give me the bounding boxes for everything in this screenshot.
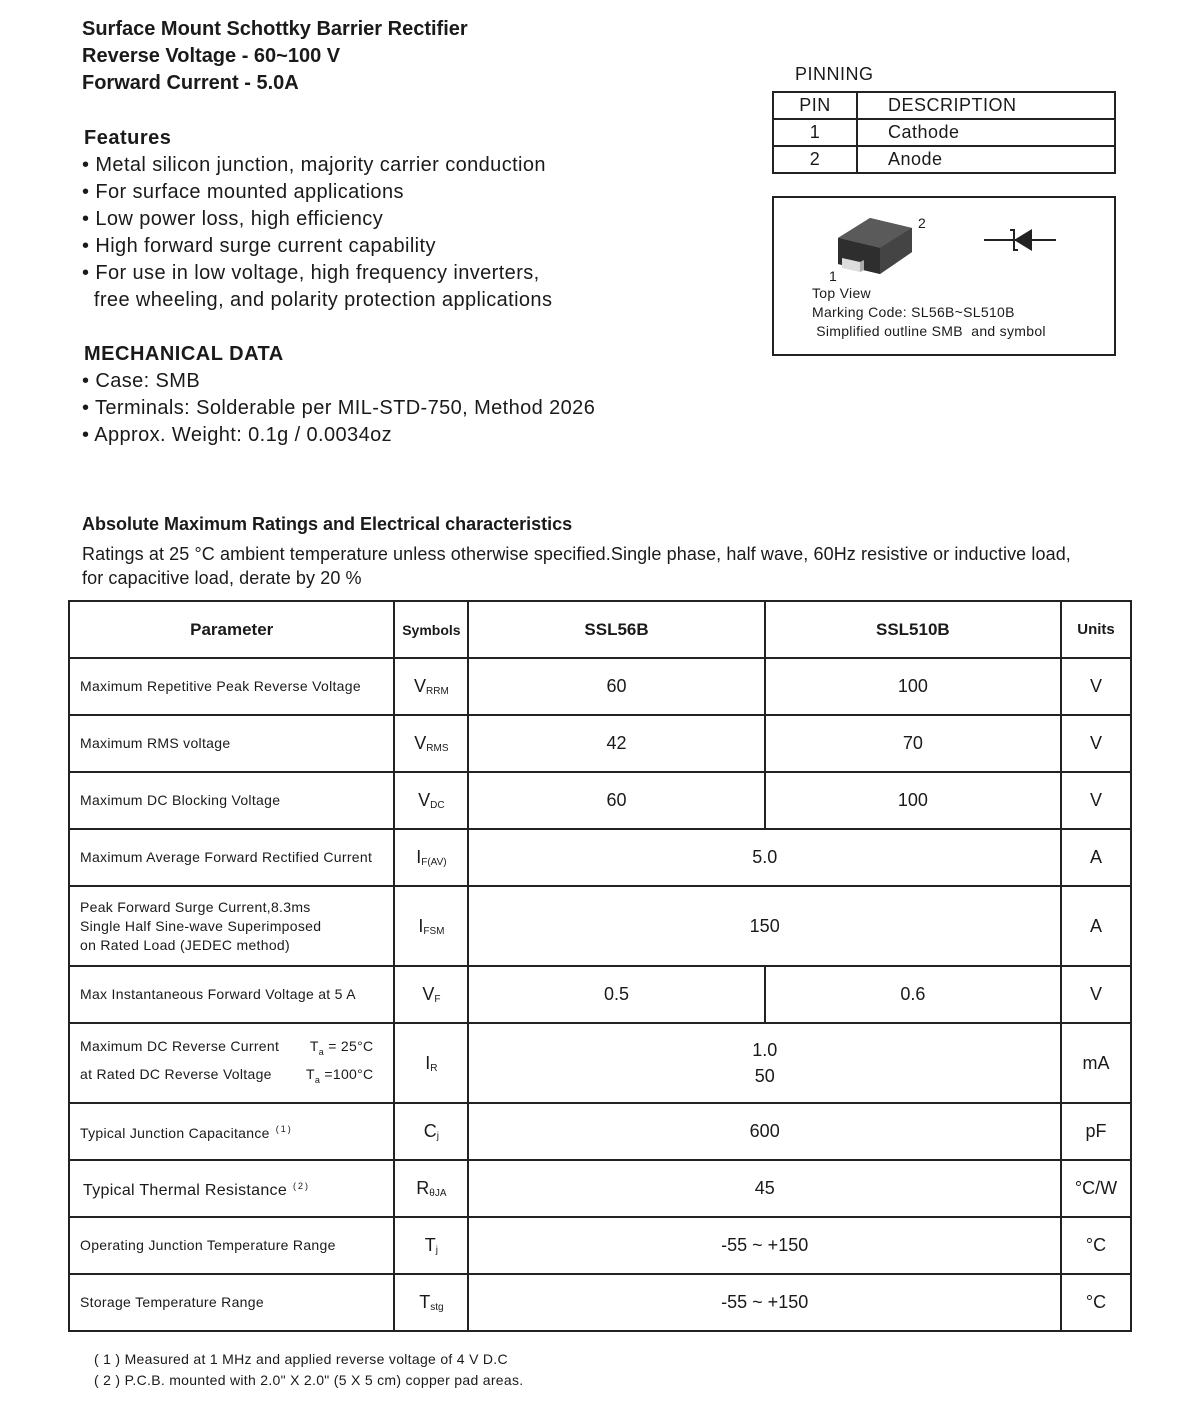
ta-letter: T (309, 1037, 319, 1054)
product-header (82, 16, 468, 97)
unit-cell: V (1061, 658, 1131, 715)
table-row (69, 715, 1131, 772)
symbol-subscript: F(AV) (421, 857, 447, 868)
parameter-cell: Max Instantaneous Forward Voltage at 5 A (69, 966, 394, 1023)
value-line: 50 (754, 1066, 775, 1086)
list-item: • Terminals: Solderable per MIL-STD-750, Method 2026 (82, 397, 596, 419)
footnote: ( 2 ) P.C.B. mounted with 2.0" X 2.0" (5 X 5 cm) copper pad areas. (94, 1372, 524, 1388)
symbol-cell (394, 1274, 468, 1331)
unit-cell: V (1061, 772, 1131, 829)
ratings-title: Absolute Maximum Ratings and Electrical characteristics (82, 514, 573, 534)
parameter-line: Single Half Sine-wave Superimposed (80, 917, 322, 934)
parameter-text: Typical Junction Capacitance (80, 1125, 270, 1141)
list-item: free wheeling, and polarity protection applications (82, 289, 553, 311)
pin-header: PIN (773, 92, 857, 119)
value-cell: 60 (468, 658, 764, 715)
symbol-letter: I (418, 915, 424, 936)
symbol-subscript: FSM (423, 925, 445, 937)
forward-current-spec: Forward Current - 5.0A (82, 72, 299, 94)
table-row (69, 1217, 1131, 1274)
parameter-line (80, 1037, 393, 1062)
symbol-subscript: RRM (426, 686, 449, 697)
symbol-subscript: R (430, 1062, 438, 1074)
reverse-voltage-spec: Reverse Voltage - 60~100 V (82, 45, 341, 67)
unit-cell: A (1061, 829, 1131, 886)
table-row (69, 1274, 1131, 1331)
ta-value: =100°C (320, 1065, 374, 1082)
parameter-cell (69, 1103, 394, 1160)
parameter-text: Typical Thermal Resistance (83, 1182, 288, 1199)
value-cell: 100 (765, 772, 1061, 829)
parameter-cell (69, 1023, 394, 1103)
ta-letter: T (306, 1065, 315, 1082)
temperature-condition (306, 1065, 373, 1090)
table-row (773, 92, 1115, 119)
temperature-condition (310, 1037, 374, 1062)
symbol-subscript: stg (430, 1302, 444, 1313)
pinning-title: PINNING (795, 64, 874, 84)
symbol-subscript: F (434, 994, 441, 1005)
value-line: 1.0 (752, 1040, 778, 1060)
table-row (69, 966, 1131, 1023)
ta-subscript: a (314, 1074, 321, 1085)
parameter-line: on Rated Load (JEDEC method) (80, 936, 290, 953)
list-item: • High forward surge current capability (82, 235, 436, 257)
value-cell: -55 ~ +150 (468, 1274, 1061, 1331)
product-title: Surface Mount Schottky Barrier Rectifier (82, 18, 468, 40)
symbol-letter: I (416, 847, 422, 867)
parameter-cell: Maximum Average Forward Rectified Current (69, 829, 394, 886)
symbol-letter: C (423, 1121, 437, 1141)
ssl510b-header: SSL510B (765, 601, 1061, 658)
features-title: Features (84, 127, 172, 149)
value-cell: 5.0 (468, 829, 1061, 886)
symbol-letter: T (419, 1292, 431, 1312)
parameter-cell: Maximum DC Blocking Voltage (69, 772, 394, 829)
table-row (773, 119, 1115, 146)
symbol-letter: I (425, 1052, 431, 1073)
parameter-line (80, 1065, 393, 1090)
table-header-row (69, 601, 1131, 658)
symbol-letter: R (416, 1178, 430, 1198)
ratings-subtitle-line: for capacitive load, derate by 20 % (82, 568, 362, 588)
symbol-cell (394, 966, 468, 1023)
unit-cell: V (1061, 966, 1131, 1023)
value-cell: 100 (765, 658, 1061, 715)
footnote-ref: (2) (293, 1181, 311, 1191)
list-item: • For surface mounted applications (82, 181, 404, 203)
value-cell: 42 (468, 715, 764, 772)
unit-cell: mA (1061, 1023, 1131, 1103)
mechanical-title: MECHANICAL DATA (84, 343, 284, 365)
mechanical-list (82, 368, 595, 449)
symbol-subscript: j (435, 1245, 439, 1256)
ta-value: = 25°C (324, 1037, 374, 1054)
symbol-letter: V (414, 733, 427, 753)
pin-description: Cathode (857, 119, 1115, 146)
symbol-cell (394, 1160, 468, 1217)
ratings-table (68, 600, 1132, 1332)
symbol-letter: V (414, 676, 427, 696)
pin-number: 1 (773, 119, 857, 146)
symbol-cell (394, 886, 468, 966)
symbol-letter: V (422, 984, 435, 1004)
table-row (69, 658, 1131, 715)
list-item: • Case: SMB (82, 370, 201, 392)
parameter-cell (69, 1160, 394, 1217)
top-view-label: Top View (812, 285, 871, 301)
value-cell: 70 (765, 715, 1061, 772)
units-header: Units (1061, 601, 1131, 658)
ssl56b-header: SSL56B (468, 601, 764, 658)
pinning-table (772, 91, 1116, 174)
list-item: • Low power loss, high efficiency (82, 208, 384, 230)
table-row (69, 886, 1131, 966)
footnote-ref: (1) (275, 1124, 293, 1134)
symbol-subscript: j (436, 1131, 440, 1142)
symbol-cell (394, 1103, 468, 1160)
list-item: • Approx. Weight: 0.1g / 0.0034oz (82, 424, 393, 446)
symbol-cell (394, 715, 468, 772)
diode-symbol-icon (984, 226, 1056, 254)
symbol-letter: V (418, 790, 431, 810)
symbol-cell (394, 1023, 468, 1103)
footnote: ( 1 ) Measured at 1 MHz and applied reverse voltage of 4 V D.C (94, 1351, 508, 1367)
parameter-cell: Storage Temperature Range (69, 1274, 394, 1331)
parameter-text: Maximum DC Reverse Current (80, 1037, 280, 1054)
list-item: • Metal silicon junction, majority carrier conduction (82, 154, 546, 176)
unit-cell: pF (1061, 1103, 1131, 1160)
pin-description: Anode (857, 146, 1115, 173)
symbols-header: Symbols (394, 601, 468, 658)
unit-cell: °C (1061, 1217, 1131, 1274)
pin-number: 2 (773, 146, 857, 173)
value-cell: 45 (468, 1160, 1061, 1217)
value-cell: 600 (468, 1103, 1061, 1160)
unit-cell: °C/W (1061, 1160, 1131, 1217)
table-row (69, 772, 1131, 829)
symbol-cell (394, 658, 468, 715)
parameter-cell (69, 886, 394, 966)
unit-cell: °C (1061, 1274, 1131, 1331)
table-row (773, 146, 1115, 173)
smb-package-icon (830, 208, 920, 278)
parameter-line: Peak Forward Surge Current,8.3ms (80, 898, 311, 915)
pin1-label: 1 (829, 268, 838, 284)
outline-caption: Simplified outline SMB and symbol (812, 323, 1046, 339)
symbol-cell (394, 829, 468, 886)
value-cell: -55 ~ +150 (468, 1217, 1061, 1274)
features-list (82, 152, 552, 314)
symbol-subscript: θJA (429, 1188, 447, 1199)
unit-cell: V (1061, 715, 1131, 772)
value-cell: 0.6 (765, 966, 1061, 1023)
unit-cell: A (1061, 886, 1131, 966)
parameter-header: Parameter (69, 601, 394, 658)
marking-code: Marking Code: SL56B~SL510B (812, 304, 1015, 320)
table-row (69, 1103, 1131, 1160)
value-cell: 0.5 (468, 966, 764, 1023)
list-item: • For use in low voltage, high frequency inverters, (82, 262, 540, 284)
value-cell: 60 (468, 772, 764, 829)
package-outline-box (772, 196, 1116, 356)
parameter-cell: Maximum RMS voltage (69, 715, 394, 772)
parameter-cell: Maximum Repetitive Peak Reverse Voltage (69, 658, 394, 715)
symbol-subscript: DC (430, 800, 445, 811)
symbol-subscript: RMS (426, 743, 449, 754)
table-row (69, 829, 1131, 886)
ratings-subtitle-line: Ratings at 25 °C ambient temperature unless otherwise specified.Single phase, half wave, 60Hz resistive or inductive load, (82, 544, 1071, 564)
pin2-label: 2 (918, 215, 927, 231)
table-row (69, 1160, 1131, 1217)
ratings-subtitle (82, 542, 1071, 590)
symbol-letter: T (424, 1235, 436, 1255)
parameter-text: at Rated DC Reverse Voltage (80, 1065, 272, 1082)
parameter-cell: Operating Junction Temperature Range (69, 1217, 394, 1274)
symbol-cell (394, 1217, 468, 1274)
value-cell: 150 (468, 886, 1061, 966)
value-cell (468, 1023, 1061, 1103)
description-header: DESCRIPTION (857, 92, 1115, 119)
ta-subscript: a (318, 1046, 325, 1057)
footnotes (94, 1349, 523, 1391)
table-row (69, 1023, 1131, 1103)
symbol-cell (394, 772, 468, 829)
